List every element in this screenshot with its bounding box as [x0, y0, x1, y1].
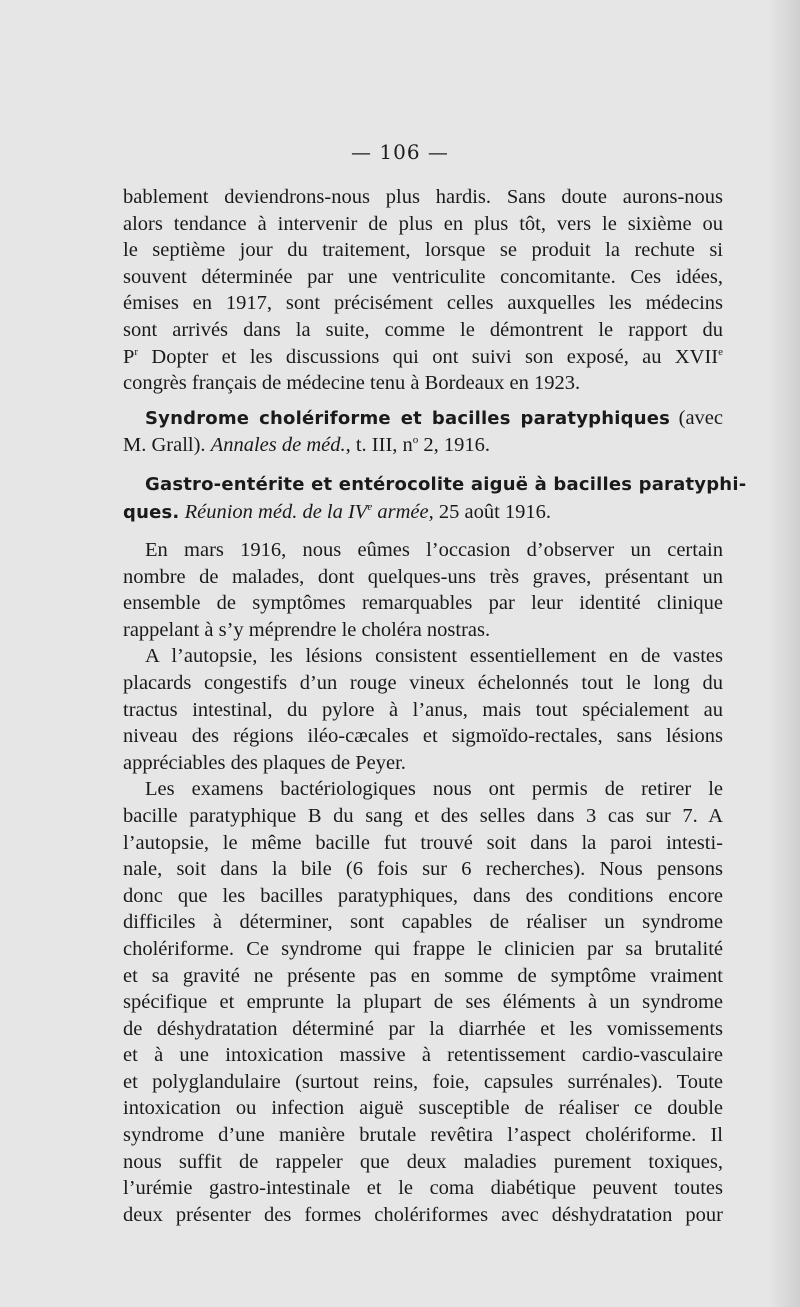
text-line: rappelant à s’y méprendre le choléra nostras. — [123, 618, 491, 641]
text-line: bablement deviendrons-nous plus hardis. Sans doute aurons-nous — [123, 186, 723, 208]
text-line: appréciables des plaques de Peyer. — [123, 751, 406, 774]
text-line: l’urémie gastro-intestinale et le coma diabétique peuvent toutes — [123, 1177, 723, 1200]
text-line: A l’autopsie, les lésions consistent essentiellement en de vastes — [145, 645, 723, 668]
text-line: donc que les bacilles paratyphiques, dans des conditions encore — [123, 884, 723, 907]
text-line: nous suffit de rappeler que deux maladies purement toxiques, — [123, 1150, 723, 1173]
text-line: intoxication ou infection aiguë susceptible de réaliser ce double — [123, 1097, 723, 1120]
text-fragment: Dopter et les discussions qui ont suivi son exposé, au XVII — [138, 345, 719, 368]
reference-entry-1 — [123, 405, 723, 458]
superscript: o — [412, 433, 419, 446]
text-line: placards congestifs d’un rouge vineux échelonnés tout le long du — [123, 671, 723, 694]
body-text — [123, 537, 723, 1228]
text-fragment: 25 août 1916. — [433, 500, 552, 523]
superscript: e — [718, 345, 723, 358]
text-fragment: 2, 1916. — [418, 433, 491, 456]
text-fragment: P — [123, 345, 135, 368]
text-line: émises en 1917, sont précisément celles auxquelles les médecins — [123, 292, 723, 315]
text-line: alors tendance à intervenir de plus en plus tôt, vers le sixième ou — [123, 212, 723, 235]
journal-name: Réunion méd. de la IV — [179, 500, 368, 523]
text-line — [123, 432, 723, 459]
text-line: et sa gravité ne présente pas en somme de symptôme vraiment — [123, 964, 723, 987]
text-line — [123, 405, 723, 432]
journal-name: Annales de méd. — [210, 433, 346, 456]
text-line: syndrome d’une manière brutale revêtira l’aspect cholériforme. Il — [123, 1124, 723, 1147]
reference-entry-2 — [123, 472, 747, 525]
text-line: niveau des régions iléo-cæcales et sigmoïdo-rectales, sans lésions — [123, 725, 723, 748]
text-line: spécifique et emprunte la plupart de ses éléments à un syndrome — [123, 991, 723, 1014]
text-line: l’autopsie, le même bacille fut trouvé soit dans la paroi intesti- — [123, 831, 723, 854]
text-line: sont arrivés dans la suite, comme le démontrent le rapport du — [123, 318, 723, 341]
superscript: r — [134, 345, 139, 358]
text-line: nale, soit dans la bile (6 fois sur 6 recherches). Nous pensons — [123, 858, 723, 881]
reference-title: Syndrome cholériforme et bacilles paratyphiques — [145, 408, 671, 429]
text-line: ensemble de symptômes remarquables par leur identité clinique — [123, 592, 723, 615]
superscript: e — [367, 500, 373, 513]
text-line: et à une intoxication massive à retentissement cardio-vasculaire — [123, 1044, 723, 1067]
page-number: — 106 — — [351, 140, 449, 164]
text-line: deux présenter des formes cholériformes avec déshydratation pour — [123, 1203, 723, 1226]
text-fragment: , t. III, n — [345, 433, 413, 456]
text-line: congrès français de médecine tenu à Bordeaux en 1923. — [123, 372, 581, 395]
text-line: nombre de malades, dont quelques-uns très graves, présentant un — [123, 565, 723, 588]
text-line: tractus intestinal, du pylore à l’anus, mais tout spécialement au — [123, 698, 723, 721]
paragraph-continuation — [123, 184, 723, 397]
text-line: le septième jour du traitement, lorsque se produit la rechute si — [123, 239, 723, 262]
text-line: cholériforme. Ce syndrome qui frappe le clinicien par sa brutalité — [123, 937, 723, 960]
text-line: En mars 1916, nous eûmes l’occasion d’observer un certain — [145, 539, 723, 561]
text-line: et polyglandulaire (surtout reins, foie, capsules surrénales). Toute — [123, 1070, 723, 1093]
text-fragment: (avec — [670, 407, 724, 429]
journal-name: armée, — [372, 500, 434, 523]
text-line: Les examens bactériologiques nous ont permis de retirer le — [145, 778, 723, 801]
text-line: bacille paratyphique B du sang et des selles dans 3 cas sur 7. A — [123, 804, 723, 827]
text-line: difficiles à déterminer, sont capables de réaliser un syndrome — [123, 911, 723, 934]
text-line: de déshydratation déterminé par la diarrhée et les vomissements — [123, 1017, 723, 1040]
text-line: souvent déterminée par une ventriculite concomitante. Ces idées, — [123, 265, 723, 288]
reference-title: ques. — [123, 501, 180, 523]
text-line — [123, 499, 723, 526]
reference-title: Gastro-entérite et entérocolite aiguë à bacilles paratyphi- — [145, 474, 747, 495]
text-fragment: M. Grall). — [123, 433, 211, 456]
text-line — [123, 344, 723, 371]
